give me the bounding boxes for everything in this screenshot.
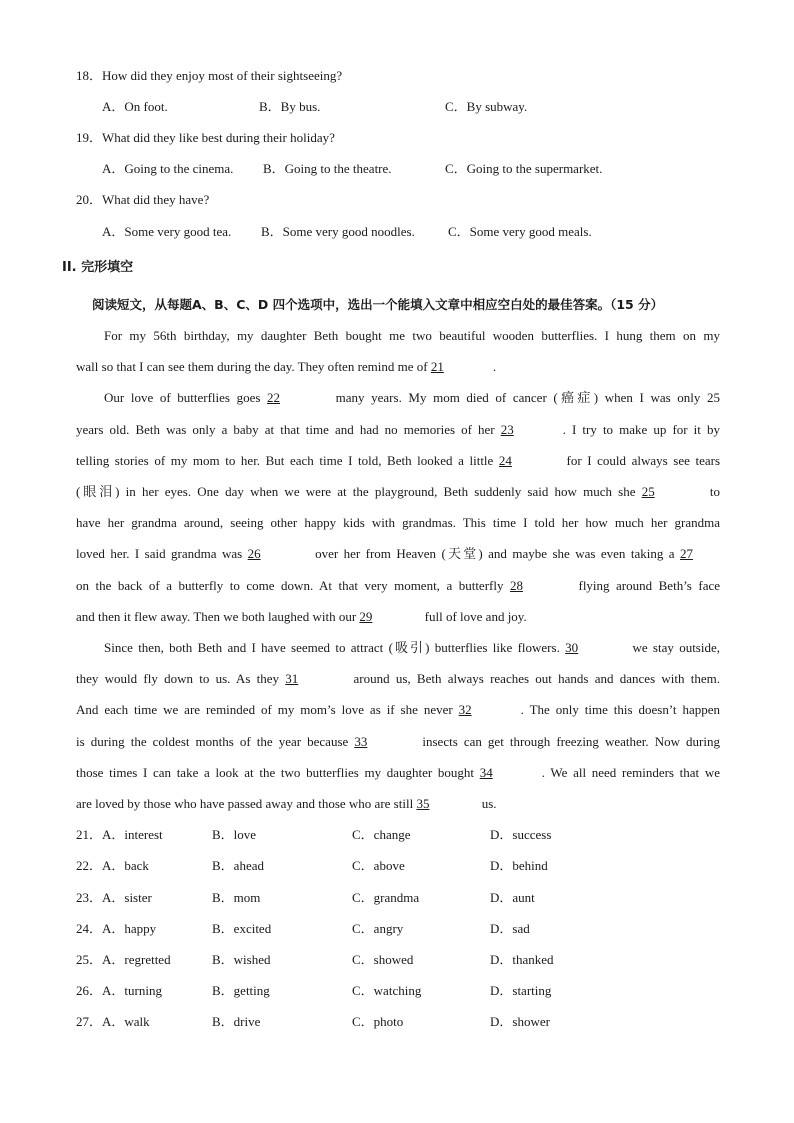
blank-30: 30	[565, 640, 579, 655]
choice-c: C．photo	[352, 1014, 404, 1029]
section-title: II. 完形填空	[62, 260, 134, 275]
choice-c: C．angry	[352, 921, 404, 936]
option-19-c: C．Going to the supermarket.	[445, 161, 603, 176]
passage-line: on the back of a butterfly to come down. At that very moment, a butterfly 28 flying around Beth’s face	[76, 578, 721, 593]
choice-b: B．wished	[212, 952, 271, 967]
choice-c: C．change	[352, 827, 411, 842]
question-18	[76, 68, 342, 84]
choice-b: B．mom	[212, 890, 261, 905]
question-number: 18．	[76, 68, 103, 83]
blank-24: 24	[498, 453, 512, 468]
blank-29: 29	[359, 609, 373, 624]
passage-line: and then it flew away. Then we both laughed with our 29 full of love and joy.	[76, 609, 527, 624]
passage-line: Our love of butterflies goes 22 many years. My mom died of cancer (癌症) when I was only 25	[104, 390, 720, 405]
choice-number: 27．	[76, 1014, 103, 1029]
choice-b: B．drive	[212, 1014, 261, 1029]
blank-32: 32	[458, 702, 472, 717]
option-20-b: B．Some very good noodles.	[261, 224, 415, 239]
passage-line: For my 56th birthday, my daughter Beth bought me two beautiful wooden butterflies. I hung them on my	[104, 328, 720, 343]
choice-number: 24．	[76, 921, 103, 936]
choice-d: D．starting	[490, 983, 552, 998]
passage-line: are loved by those who have passed away and those who are still 35 us.	[76, 796, 497, 811]
choice-d: D．aunt	[490, 890, 535, 905]
choice-b: B．love	[212, 827, 257, 842]
blank-23: 23	[500, 422, 514, 437]
choice-number: 26．	[76, 983, 103, 998]
choice-d: D．success	[490, 827, 552, 842]
question-text: What did they have?	[102, 192, 210, 207]
question-number: 19．	[76, 130, 103, 145]
option-18-c: C．By subway.	[445, 99, 528, 114]
choice-c: C．showed	[352, 952, 414, 967]
choice-number: 23．	[76, 890, 103, 905]
blank-22: 22	[267, 390, 281, 405]
passage-line: they would fly down to us. As they 31 around us, Beth always reaches out hands and dances with them.	[76, 671, 720, 686]
option-18-a: A．On foot.	[102, 99, 168, 114]
choice-b: B．excited	[212, 921, 272, 936]
question-text: What did they like best during their holiday?	[102, 130, 335, 145]
option-20-a: A．Some very good tea.	[102, 224, 232, 239]
passage-line: telling stories of my mom to her. But each time I told, Beth looked a little 24 for I could always see tears	[76, 453, 720, 468]
choice-number: 21．	[76, 827, 103, 842]
passage-line: And each time we are reminded of my mom’s love as if she never 32 . The only time this doesn’t happen	[76, 702, 720, 717]
passage-line: wall so that I can see them during the day. They often remind me of 21 .	[76, 359, 497, 374]
choice-a: A．happy	[102, 921, 157, 936]
blank-35: 35	[416, 796, 430, 811]
blank-27: 27	[680, 546, 693, 561]
passage-line: loved her. I said grandma was 26 over her from Heaven (天堂) and maybe she was even taking a 27	[76, 546, 720, 562]
choice-a: A．walk	[102, 1014, 150, 1029]
choice-a: A．back	[102, 858, 149, 873]
passage-line: (眼泪) in her eyes. One day when we were at the playground, Beth suddenly said how much she 25 to	[76, 484, 720, 499]
blank-26: 26	[247, 546, 261, 561]
choice-d: D．behind	[490, 858, 548, 873]
blank-21: 21	[430, 359, 444, 374]
choice-c: C．grandma	[352, 890, 420, 905]
blank-25: 25	[641, 484, 655, 499]
passage-line: Since then, both Beth and I have seemed to attract (吸引) butterflies like flowers. 30 we stay outside,	[104, 640, 720, 655]
blank-33: 33	[354, 734, 368, 749]
choice-number: 25．	[76, 952, 103, 967]
question-number: 20．	[76, 192, 103, 207]
choice-c: C．above	[352, 858, 405, 873]
choice-a: A．interest	[102, 827, 163, 842]
passage-line: years old. Beth was only a baby at that time and had no memories of her 23 . I try to make up for it by	[76, 422, 720, 437]
choice-c: C．watching	[352, 983, 422, 998]
passage-line: those times I can take a look at the two butterflies my daughter bought 34 . We all need reminders that we	[76, 765, 720, 780]
question-text: How did they enjoy most of their sightseeing?	[102, 68, 343, 83]
blank-31: 31	[285, 671, 299, 686]
choice-number: 22．	[76, 858, 103, 873]
blank-28: 28	[509, 578, 523, 593]
choice-b: B．getting	[212, 983, 270, 998]
choice-a: A．sister	[102, 890, 152, 905]
choice-a: A．regretted	[102, 952, 171, 967]
question-20	[76, 192, 209, 208]
choice-d: D．shower	[490, 1014, 550, 1029]
option-19-a: A．Going to the cinema.	[102, 161, 234, 176]
choice-d: D．thanked	[490, 952, 554, 967]
choice-b: B．ahead	[212, 858, 264, 873]
option-18-b: B．By bus.	[259, 99, 321, 114]
blank-34: 34	[479, 765, 493, 780]
choice-a: A．turning	[102, 983, 162, 998]
passage-line: is during the coldest months of the year because 33 insects can get through freezing weather. Now during	[76, 734, 720, 749]
passage-line: have her grandma around, seeing other happy kids with grandmas. This time I told her how much her grandma	[76, 515, 720, 530]
question-19	[76, 130, 335, 146]
option-20-c: C．Some very good meals.	[448, 224, 592, 239]
choice-d: D．sad	[490, 921, 530, 936]
section-instructions: 阅读短文，从每题A、B、C、D 四个选项中，选出一个能填入文章中相应空白处的最佳答案。（15 分）	[92, 297, 664, 312]
option-19-b: B．Going to the theatre.	[263, 161, 392, 176]
